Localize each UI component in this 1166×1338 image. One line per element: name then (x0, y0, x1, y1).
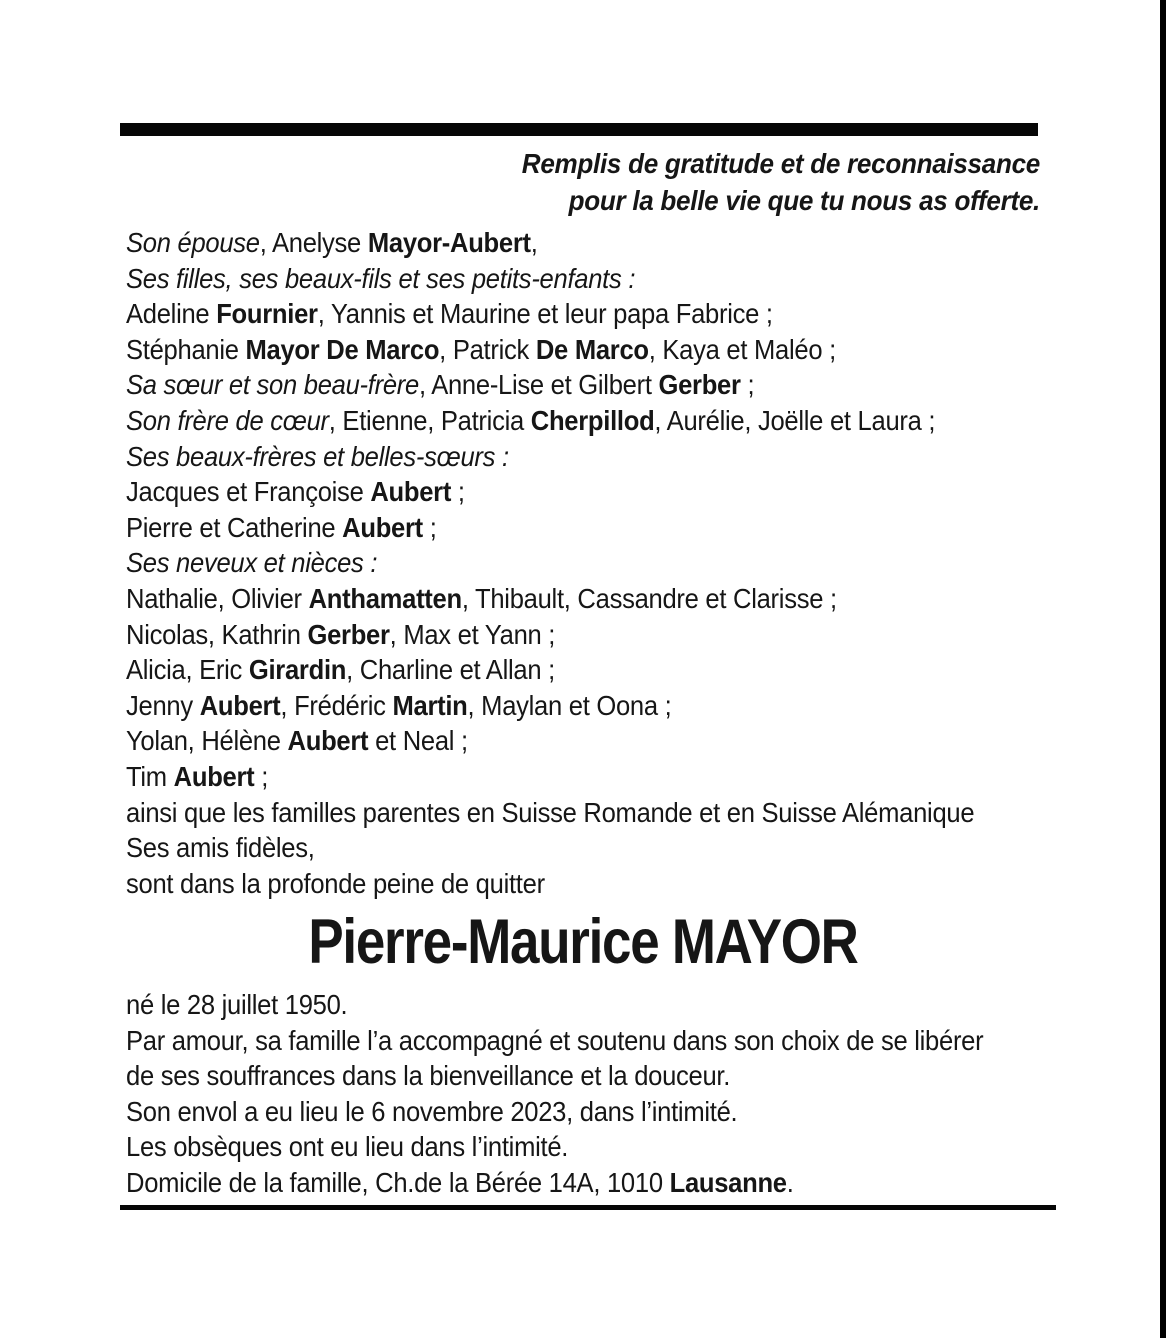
notice-line-segment: Ses filles, ses beaux-fils et ses petits-enfants : (126, 262, 636, 294)
notice-line-segment: Nicolas, Kathrin (126, 618, 308, 650)
notice-line-segment: , Etienne, Patricia (328, 404, 531, 436)
notice-line (126, 581, 976, 617)
details-list (126, 987, 984, 1201)
notice-line-segment: Domicile de la famille, Ch.de la Bérée 14A, 1010 (126, 1166, 670, 1198)
notice-line-segment: Ses beaux-frères et belles-sœurs : (126, 440, 509, 472)
notice-line-segment: Par amour, sa famille l’a accompagné et soutenu dans son choix de se libérer (126, 1024, 984, 1056)
notice-line-segment: Jacques et Françoise (126, 476, 371, 508)
notice-line (126, 367, 976, 403)
notice-line-segment: Jenny (126, 689, 200, 721)
notice-line-segment: De Marco (535, 333, 649, 365)
notice-line-segment: Aubert (342, 511, 423, 543)
notice-line-segment: sont dans la profonde peine de quitter (126, 867, 545, 899)
notice-line-segment: , Anelyse (259, 227, 368, 258)
notice-line (126, 1165, 976, 1201)
notice-line (126, 987, 976, 1023)
notice-line (126, 332, 976, 368)
notice-line-segment: Ses amis fidèles, (126, 832, 315, 864)
notice-line-segment: Mayor De Marco (245, 333, 440, 365)
notice-line-segment: Alicia, Eric (126, 654, 249, 686)
notice-line-segment: Ses neveux et nièces : (126, 547, 378, 579)
notice-line-segment: Yolan, Hélène (126, 725, 288, 757)
dedication-line-2: pour la belle vie que tu nous as offerte. (568, 185, 1040, 216)
deceased-name: Pierre-Maurice MAYOR (308, 907, 858, 977)
notice-line-segment: ; (740, 369, 755, 401)
notice-line-segment: , Thibault, Cassandre et Clarisse ; (461, 582, 837, 614)
notice-line-segment: de ses souffrances dans la bienveillance et la douceur. (126, 1060, 731, 1092)
notice-line (126, 225, 976, 261)
notice-line-segment: Aubert (287, 725, 369, 757)
notice-line-segment: Fournier (216, 298, 318, 330)
notice-line-segment: Gerber (307, 618, 390, 650)
notice-line-segment: , Kaya et Maléo ; (648, 333, 836, 365)
notice-line (126, 830, 976, 866)
dedication-line-1: Remplis de gratitude et de reconnaissance (521, 148, 1040, 179)
notice-line (126, 795, 976, 831)
notice-line (126, 545, 976, 581)
notice-line-segment: , Patrick (439, 333, 536, 365)
notice-line-segment: Les obsèques ont eu lieu dans l’intimité. (126, 1131, 569, 1163)
notice-line-segment: Son épouse (126, 227, 260, 258)
notice-line-segment: Lausanne (669, 1166, 787, 1198)
notice-line-segment: Aubert (173, 760, 255, 792)
notice-line-segment: , Yannis et Maurine et leur papa Fabrice ; (317, 298, 773, 330)
notice-line-segment: Tim (126, 760, 174, 792)
notice-line-segment: Cherpillod (530, 404, 655, 436)
top-divider-bar (120, 123, 1038, 136)
notice-line-segment: , Frédéric (280, 689, 393, 721)
notice-line-segment: Nathalie, Olivier (126, 582, 309, 614)
notice-line (126, 617, 976, 653)
notice-line-segment: Mayor-Aubert (367, 227, 531, 258)
notice-line-segment: Anthamatten (308, 582, 462, 614)
notice-line-segment: Aubert (199, 689, 281, 721)
notice-line-segment: ; (422, 511, 437, 543)
notice-line-segment: , (530, 227, 538, 258)
notice-line-segment: Son frère de cœur (126, 404, 329, 436)
notice-line-segment: Aubert (370, 476, 452, 508)
notice-line-segment: Pierre et Catherine (126, 511, 343, 543)
notice-line-segment: , Maylan et Oona ; (467, 689, 672, 721)
notice-line-segment: Martin (392, 689, 468, 721)
notice-line-segment: Sa sœur et son beau-frère (126, 369, 419, 401)
notice-line-segment: ainsi que les familles parentes en Suisse Romande et en Suisse Alémanique (126, 796, 975, 828)
notice-line (126, 1023, 984, 1059)
notice-line (126, 759, 976, 795)
notice-line (126, 403, 976, 439)
notice-line-segment: , Aurélie, Joëlle et Laura ; (654, 404, 936, 436)
scan-edge-line (1160, 0, 1166, 1338)
notice-line-segment: et Neal ; (368, 725, 468, 757)
notice-line (126, 296, 976, 332)
notice-line-segment: Girardin (248, 654, 347, 686)
notice-line (126, 723, 976, 759)
notice-line-segment: Son envol a eu lieu le 6 novembre 2023, dans l’intimité. (126, 1095, 738, 1127)
notice-line (126, 866, 976, 902)
notice-line-segment: Stéphanie (126, 333, 246, 365)
notice-line (126, 1094, 976, 1130)
bottom-divider-line (120, 1205, 1056, 1210)
family-list (126, 225, 976, 901)
notice-line-segment: Gerber (658, 369, 741, 401)
notice-line (126, 261, 976, 297)
notice-line (126, 474, 976, 510)
notice-line-segment: , Max et Yann ; (389, 618, 556, 650)
notice-line (126, 439, 976, 475)
notice-line (126, 510, 976, 546)
notice-line (126, 1058, 976, 1094)
notice-line-segment: , Charline et Allan ; (346, 654, 555, 686)
notice-line-segment: , Anne-Lise et Gilbert (418, 369, 659, 401)
notice-line (126, 652, 976, 688)
notice-line-segment: . (786, 1166, 794, 1198)
notice-line (126, 1129, 976, 1165)
dedication-quote (190, 145, 1040, 219)
notice-line-segment: Adeline (126, 298, 217, 330)
notice-line (126, 688, 976, 724)
notice-line-segment: né le 28 juillet 1950. (126, 989, 348, 1020)
notice-line-segment: ; (451, 476, 465, 508)
notice-line-segment: ; (254, 760, 269, 792)
